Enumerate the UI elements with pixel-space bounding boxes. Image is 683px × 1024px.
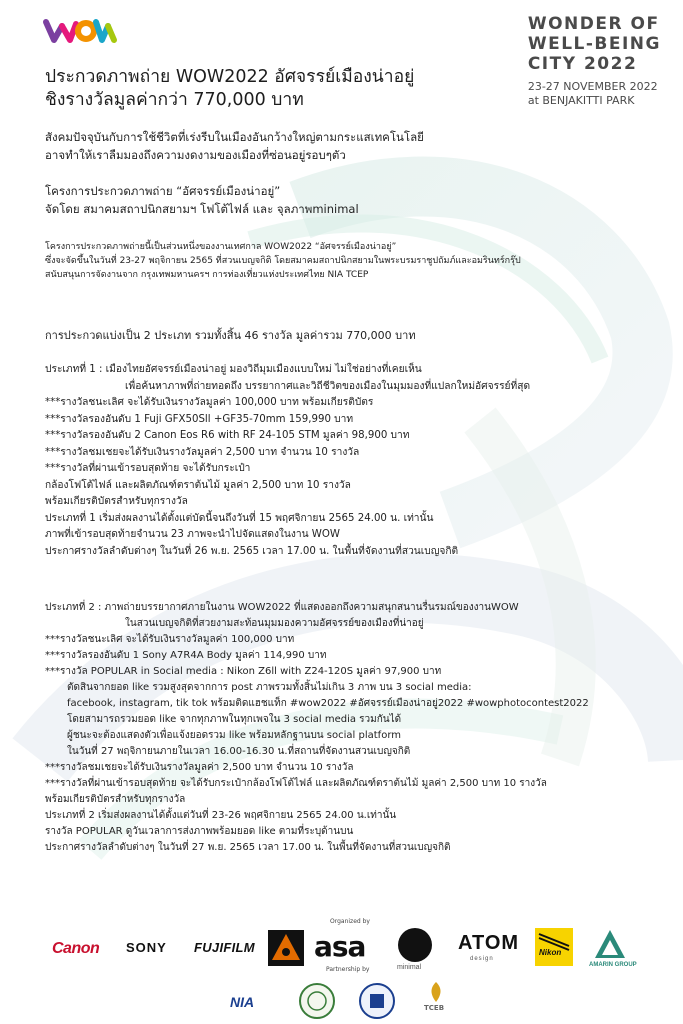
atom-logo-sub: design [470, 956, 494, 962]
category2-line: ***รางวัล POPULAR in Social media : Nikon Z6ll with Z24-120S มูลค่า 97,900 บาท [45, 666, 442, 677]
title-line2: ชิงรางวัลมูลค่ากว่า 770,000 บาท [45, 90, 304, 110]
category2-line: ***รางวัลชมเชยจะได้รับเงินรางวัลมูลค่า 2,500 บาท จำนวน 10 รางวัล [45, 762, 354, 773]
title-line1: ประกวดภาพถ่าย WOW2022 อัศจรรย์เมืองน่าอยู่ [45, 67, 415, 87]
canon-logo: Canon [52, 940, 100, 957]
sony-logo: SONY [126, 940, 167, 955]
popular-rule: ตัดสินจากยอด like รวมสูงสุดจากการ post ภาพรวมทั้งสิ้นไม่เกิน 3 ภาพ บน 3 social media: [67, 682, 472, 693]
organized-by-label: Organized by [330, 918, 370, 925]
category1-line: ***รางวัลที่ผ่านเข้ารอบสุดท้าย จะได้รับกระเป๋า [45, 463, 251, 474]
event-date: 23-27 NOVEMBER 2022 [527, 80, 658, 93]
minimal-logo-text: minimal [397, 964, 422, 971]
event-info [528, 14, 661, 108]
contest-summary: การประกวดแบ่งเป็น 2 ประเภท รวมทั้งสิ้น 46 รางวัล มูลค่ารวม 770,000 บาท [45, 329, 416, 342]
asa-logo: asa [314, 930, 366, 963]
photofile-logo [266, 928, 306, 968]
category2-line: พร้อมเกียรติบัตรสำหรับทุกรางวัล [45, 794, 186, 805]
about-line2: ซึ่งจะจัดขึ้นในวันที่ 23-27 พฤจิกายน 2565 ที่สวนเบญจกิติ โดยสมาคมสถาปนิกสยามในพระบรมราชูปถัมภ์และอมรินทร์กรุ๊ป [45, 256, 521, 266]
government-seal-icon [298, 982, 336, 1020]
page-title [45, 66, 465, 112]
category2-section [45, 600, 589, 856]
amarin-logo [593, 928, 627, 962]
popular-rule: ผู้ชนะจะต้องแสดงตัวเพื่อแจ้งยอดรวม like พร้อมหลักฐานบน social platform [67, 730, 401, 741]
event-name-line3: CITY 2022 [527, 54, 638, 74]
category1-line: ***รางวัลรองอันดับ 1 Fuji GFX50Sll +GF35-70mm 159,990 บาท [45, 413, 354, 425]
fujifilm-logo: FUJIFILM [194, 940, 255, 955]
event-venue: at BENJAKITTI PARK [527, 94, 635, 107]
category1-line: ประกาศรางวัลลำดับต่างๆ ในวันที่ 26 พ.ย. 2565 เวลา 17.00 น. ในพื้นที่จัดงานที่สวนเบญจกิติ [45, 545, 459, 557]
about-text [45, 240, 521, 282]
intro-text [45, 128, 424, 164]
category1-head2: เพื่อค้นหาภาพที่ถ่ายทอดถึง บรรยากาศและวิถีชีวิตของเมืองในมุมมองที่แปลกใหม่อัศจรรย์ที่สุด [125, 380, 531, 392]
partnership-by-label: Partnership by [326, 966, 370, 973]
partner-logos [0, 980, 683, 1024]
nikon-logo [535, 928, 573, 966]
tceb-logo-text: TCEB [424, 1004, 445, 1012]
minimal-logo-mark [398, 928, 432, 962]
intro-line1: สังคมปัจจุบันกับการใช้ชีวิตที่เร่งรีบในเมืองอันกว้างใหญ่ตามกระแสเทคโนโลยี [45, 130, 424, 144]
nia-logo: NIA [230, 994, 255, 1010]
wow-logo [42, 14, 118, 46]
popular-rule: facebook, instagram, tik tok พร้อมติดแฮชแท็ก #wow2022 #อัศจรรย์เมืองน่าอยู่2022 #wowphotocontest2022 [67, 698, 589, 709]
bangkok-seal-icon [358, 982, 396, 1020]
project-line1: โครงการประกวดภาพถ่าย “อัศจรรย์เมืองน่าอยู่” [45, 184, 281, 198]
category2-line: รางวัล POPULAR ดูวันเวลาการส่งภาพพร้อมยอด like ตามที่ระบุด้านบน [45, 826, 354, 837]
category1-line: ประเภทที่ 1 เริ่มส่งผลงานได้ตั้งแต่บัดนี้จนถึงวันที่ 15 พฤศจิกายน 2565 24.00 น. เท่านั้น [45, 512, 434, 524]
event-name-line1: WONDER OF [527, 14, 660, 34]
category2-line: ***รางวัลชนะเลิศ จะได้รับเงินรางวัลมูลค่า 100,000 บาท [45, 634, 295, 645]
intro-line2: อาจทำให้เราลืมมองถึงความงดงามของเมืองที่ซ่อนอยู่รอบๆตัว [45, 148, 346, 162]
category2-line: ประกาศรางวัลลำดับต่างๆ ในวันที่ 27 พ.ย. 2565 เวลา 17.00 น. ในพื้นที่จัดงานที่สวนเบญจกิติ [45, 842, 451, 853]
tceb-mark-icon [428, 982, 444, 1002]
event-name-line2: WELL-BEING [527, 34, 661, 54]
popular-rule: โดยสามารถรวมยอด like จากทุกภาพในทุกเพจใน 3 social media รวมกันได้ [67, 714, 402, 725]
about-line1: โครงการประกวดภาพถ่ายนี้เป็นส่วนหนึ่งของงานเทศกาล WOW2022 “อัศจรรย์เมืองน่าอยู่” [45, 242, 397, 252]
category2-line: ***รางวัลรองอันดับ 1 Sony A7R4A Body มูลค่า 114,990 บาท [45, 650, 327, 661]
category2-line: ***รางวัลที่ผ่านเข้ารอบสุดท้าย จะได้รับกระเป๋ากล้องโฟโต้ไฟล์ และผลิตภัณฑ์ตราต้นไม้ มูลค่า 2,500 บาท 10 รางวัล [45, 778, 547, 789]
atom-logo: ATOM [458, 932, 520, 954]
category1-line: ***รางวัลชมเชยจะได้รับเงินรางวัลมูลค่า 2,500 บาท จำนวน 10 รางวัล [45, 446, 360, 458]
amarin-logo-text: AMARIN GROUP [589, 962, 637, 968]
category1-line: ***รางวัลรองอันดับ 2 Canon Eos R6 with RF 24-105 STM มูลค่า 98,900 บาท [45, 430, 410, 441]
project-line2: จัดโดย สมาคมสถาปนิกสยามฯ โฟโต้ไฟล์ และ จุลภาพminimal [45, 202, 359, 216]
category2-head2: ในสวนเบญจกิติที่สวยงามสะท้อนมุมมองความอัศจรรย์ของเมืองที่น่าอยู่ [125, 618, 424, 629]
category1-line: พร้อมเกียรติบัตรสำหรับทุกรางวัล [45, 496, 188, 507]
nikon-logo-text: Nikon [539, 948, 562, 957]
category2-line: ประเภทที่ 2 เริ่มส่งผลงานได้ตั้งแต่วันที่ 23-26 พฤศจิกายน 2565 24.00 น.เท่านั้น [45, 810, 397, 821]
category1-line: กล้องโฟโต้ไฟล์ และผลิตภัณฑ์ตราต้นไม้ มูลค่า 2,500 บาท 10 รางวัล [45, 479, 351, 491]
nikon-stripes-icon [535, 928, 573, 966]
about-line3: สนับสนุนการจัดงานจาก กรุงเทพมหานครฯ การท่องเที่ยวแห่งประเทศไทย NIA TCEP [45, 270, 369, 280]
category1-head1: ประเภทที่ 1 : เมืองไทยอัศจรรย์เมืองน่าอยู่ มองวิถีมุมเมืองแบบใหม่ ไม่ใช่อย่างที่เคยเห็น [45, 364, 422, 375]
popular-rule: ในวันที่ 27 พฤจิกายนภายในเวลา 16.00-16.30 น.ที่สถานที่จัดงานสวนเบญจกิติ [67, 746, 411, 757]
category2-head1: ประเภทที่ 2 : ภาพถ่ายบรรยากาศภายในงาน WOW2022 ที่แสดงออกถึงความสนุกสนานรื่นรมณ์ของงานWOW [45, 602, 519, 613]
category1-line: ภาพที่เข้ารอบสุดท้ายจำนวน 23 ภาพจะนำไปจัดแสดงในงาน WOW [45, 529, 340, 540]
project-text [45, 182, 359, 218]
category1-line: ***รางวัลชนะเลิศ จะได้รับเงินรางวัลมูลค่า 100,000 บาท พร้อมเกียรติบัตร [45, 397, 374, 408]
category1-section [45, 362, 530, 560]
